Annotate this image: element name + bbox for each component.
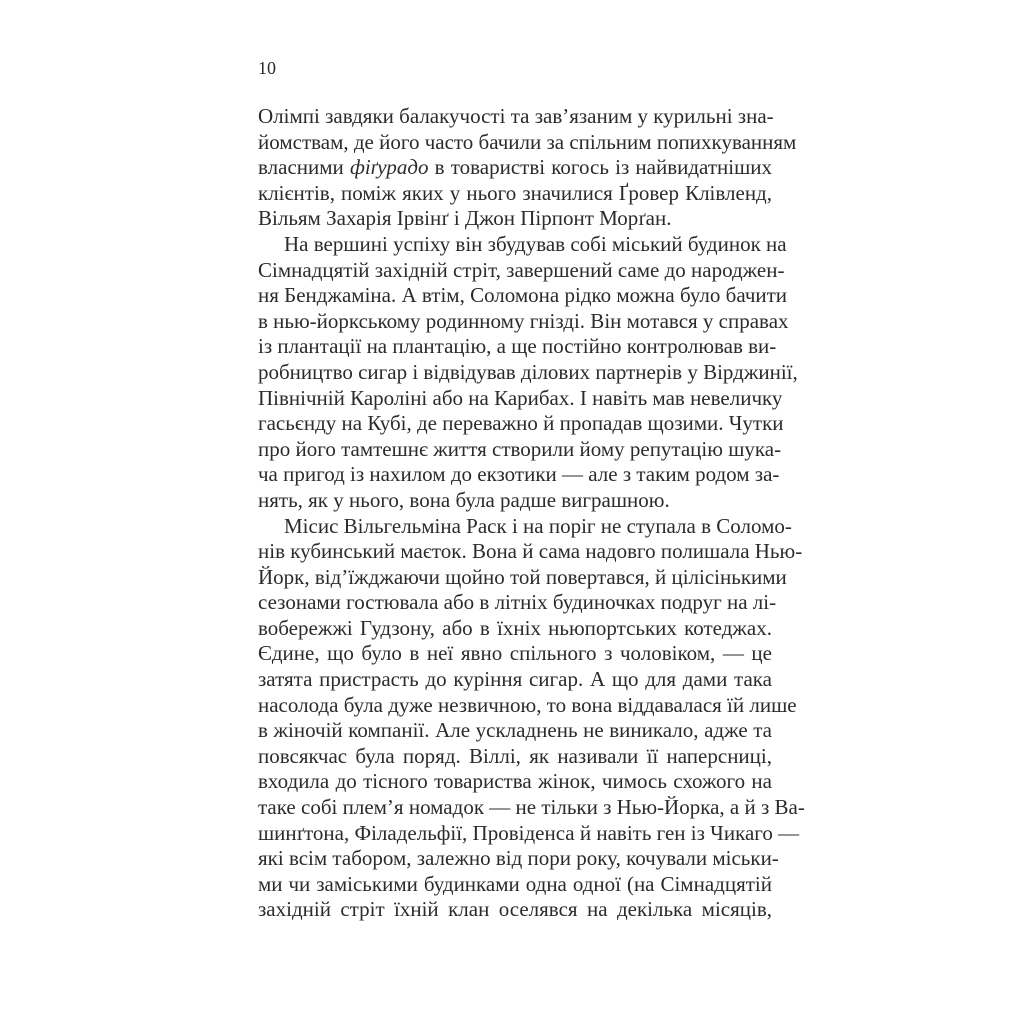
text-line: в жіночій компанії. Але ускладнень не виникало, адже та xyxy=(258,718,772,743)
text-line: входила до тісного товариства жінок, чимось схожого на xyxy=(258,769,772,794)
text-line: західній стріт їхній клан оселявся на декілька місяців, xyxy=(258,897,772,922)
text-line: сезонами гостювала або в літніх будиночках подруг на лі- xyxy=(258,590,777,615)
text-line: вобережжі Гудзону, або в їхніх ньюпортських котеджах. xyxy=(258,615,772,640)
text-line: Йорк, від’їжджаючи щойно той повертався, й цілісінькими xyxy=(258,564,787,589)
paragraph-3 xyxy=(258,513,805,924)
text-line: в нью-йоркському родинному гнізді. Він мотався у справах xyxy=(258,308,789,333)
text-line: Сімнадцятій західній стріт, завершений саме до народжен- xyxy=(258,257,785,282)
text-line: робництво сигар і відвідував ділових партнерів у Вірджинії, xyxy=(258,359,798,384)
text-line: насолода була дуже незвичною, то вона віддавалася їй лише xyxy=(258,692,797,717)
text-line: клієнтів, поміж яких у нього значилися Ґровер Клівленд, xyxy=(258,180,772,205)
text-line xyxy=(258,155,772,181)
text-line: нять, як у нього, вона була радше виграшною. xyxy=(258,487,670,512)
text-line: про його тамтешнє життя створили йому репутацію шука- xyxy=(258,436,782,461)
text-line: шинґтона, Філадельфії, Провіденса й навіть ген із Чикаго — xyxy=(258,820,800,845)
text-line: затята пристрасть до куріння сигар. А що для дами така xyxy=(258,667,772,692)
text-line: ня Бенджаміна. А втім, Соломона рідко можна було бачити xyxy=(258,283,788,308)
text-segment: в товаристві когось із найвидатніших xyxy=(428,155,772,180)
text-line: повсякчас була поряд. Віллі, як називали її наперсниці, xyxy=(258,743,772,768)
text-line: гасьєнду на Кубі, де переважно й пропадав щозими. Чутки xyxy=(258,411,784,436)
text-line: нів кубинський маєток. Вона й сама надовго полишала Нью- xyxy=(258,539,803,564)
text-line: Олімпі завдяки балакучості та зав’язаним у курильні зна- xyxy=(258,104,774,128)
paragraph-2 xyxy=(258,231,798,514)
text-line: Місис Вільгельміна Раск і на поріг не ступала в Соломо- xyxy=(284,513,792,538)
text-line: На вершині успіху він збудував собі міський будинок на xyxy=(284,231,787,256)
text-line: таке собі плем’я номадок — не тільки з Нью-Йорка, а й з Ва- xyxy=(258,795,805,820)
italic-term: фіґурадо xyxy=(349,155,429,180)
text-line: із плантації на плантацію, а ще постійно контролював ви- xyxy=(258,334,777,359)
text-line: Вільям Захарія Ірвінґ і Джон Пірпонт Морґан. xyxy=(258,206,672,231)
text-line: ми чи заміськими будинками одна одної (на Сімнадцятій xyxy=(258,871,772,896)
text-line: Північній Кароліні або на Карибах. І навіть мав невеличку xyxy=(258,385,783,410)
paragraph-1 xyxy=(258,104,797,232)
body-text xyxy=(258,104,805,923)
text-line: які всім табором, залежно від пори року, кочували міськи- xyxy=(258,846,779,871)
text-line: йомствам, де його часто бачили за спільним попихкуванням xyxy=(258,129,797,154)
text-segment: власними xyxy=(258,155,350,180)
page-number: 10 xyxy=(258,58,276,78)
text-line: ча пригод із нахилом до екзотики — але з таким родом за- xyxy=(258,462,780,487)
text-line: Єдине, що було в неї явно спільного з чоловіком, — це xyxy=(258,641,772,666)
